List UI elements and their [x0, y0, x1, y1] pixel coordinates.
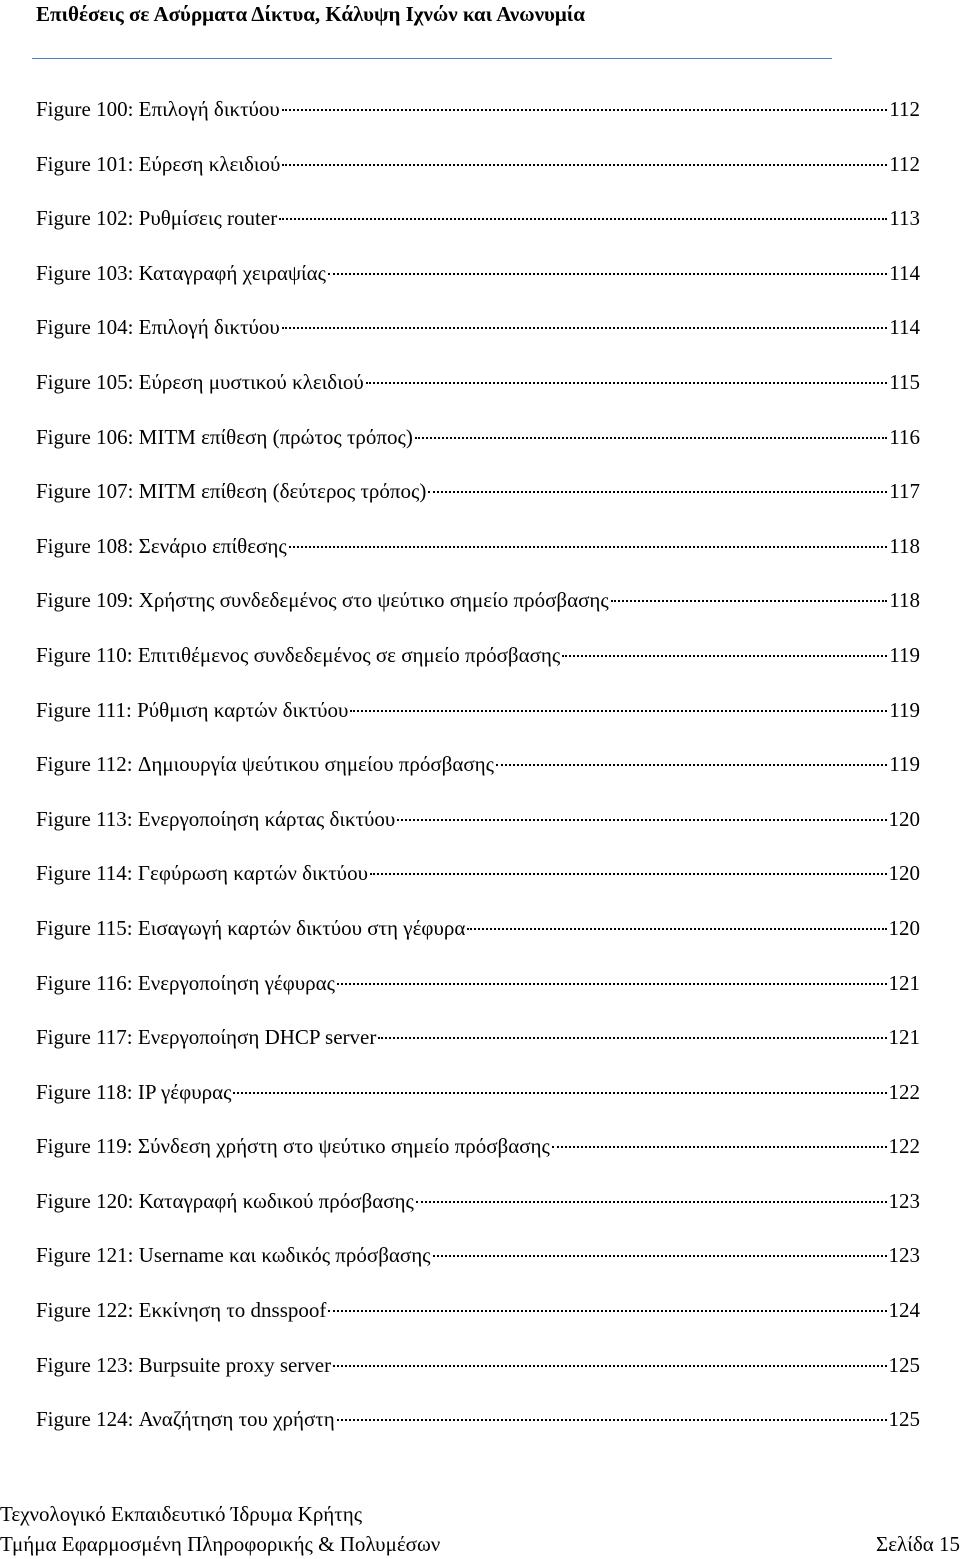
toc-entry[interactable] — [36, 1283, 920, 1338]
toc-entry[interactable] — [36, 1338, 920, 1393]
toc-dot-leader — [282, 109, 887, 111]
toc-entry-page: 122 — [888, 1079, 920, 1104]
toc-entry[interactable] — [36, 1392, 920, 1447]
toc-entry-label: Figure 112: Δημιουργία ψεύτικου σημείου πρόσβασης — [36, 752, 494, 777]
page-header-title: Επιθέσεις σε Ασύρματα Δίκτυα, Κάλυψη Ιχνών και Ανωνυμία — [36, 2, 586, 26]
toc-entry[interactable] — [36, 137, 920, 192]
toc-entry[interactable] — [36, 1174, 920, 1229]
toc-dot-leader — [337, 983, 887, 985]
toc-dot-leader — [233, 1092, 886, 1094]
toc-entry-label: Figure 121: Username και κωδικός πρόσβασης — [36, 1243, 431, 1268]
toc-entry[interactable] — [36, 737, 920, 792]
toc-entry-label: Figure 118: IP γέφυρας — [36, 1079, 232, 1104]
toc-entry-page: 124 — [888, 1298, 920, 1323]
toc-dot-leader — [415, 437, 887, 439]
footer-page-number: Σελίδα 15 — [875, 1532, 960, 1556]
toc-entry[interactable] — [36, 956, 920, 1011]
toc-dot-leader — [328, 273, 887, 275]
toc-dot-leader — [328, 1310, 886, 1312]
toc-entry[interactable] — [36, 1228, 920, 1283]
toc-entry-label: Figure 100: Επιλογή δικτύου — [36, 97, 280, 121]
toc-entry-label: Figure 120: Καταγραφή κωδικού πρόσβασης — [36, 1188, 414, 1213]
toc-entry-page: 121 — [888, 970, 920, 995]
toc-entry[interactable] — [36, 846, 920, 901]
toc-entry-page: 122 — [888, 1134, 920, 1159]
toc-entry-page: 125 — [888, 1352, 920, 1377]
toc-entry-page: 121 — [888, 1025, 920, 1050]
toc-entry-label: Figure 119: Σύνδεση χρήστη στο ψεύτικο σημείο πρόσβασης — [36, 1134, 550, 1159]
toc-entry-label: Figure 107: MITM επίθεση (δεύτερος τρόπος) — [36, 479, 427, 504]
toc-dot-leader — [397, 819, 886, 821]
toc-dot-leader — [433, 1255, 887, 1257]
toc-entry-page: 113 — [889, 206, 920, 231]
toc-entry-page: 119 — [889, 752, 920, 777]
toc-dot-leader — [370, 873, 887, 875]
toc-dot-leader — [337, 1419, 887, 1421]
toc-entry-page: 116 — [889, 424, 920, 449]
table-of-figures — [36, 82, 920, 1447]
toc-entry-label: Figure 111: Ρύθμιση καρτών δικτύου — [36, 697, 349, 722]
toc-dot-leader — [366, 382, 888, 384]
toc-dot-leader — [496, 764, 887, 766]
toc-entry[interactable] — [36, 519, 920, 574]
toc-entry[interactable] — [36, 901, 920, 956]
toc-entry-label: Figure 106: MITM επίθεση (πρώτος τρόπος) — [36, 424, 413, 449]
toc-dot-leader — [350, 710, 887, 712]
toc-entry-label: Figure 102: Ρυθμίσεις router — [36, 206, 278, 231]
toc-entry-page: 125 — [888, 1407, 920, 1432]
toc-entry-label: Figure 105: Εύρεση μυστικού κλειδιού — [36, 369, 364, 394]
toc-entry[interactable] — [36, 410, 920, 465]
toc-entry-page: 123 — [888, 1188, 920, 1213]
toc-dot-leader — [333, 1365, 886, 1367]
toc-entry[interactable] — [36, 355, 920, 410]
toc-entry[interactable] — [36, 191, 920, 246]
toc-entry-label: Figure 101: Εύρεση κλειδιού — [36, 151, 281, 176]
toc-entry[interactable] — [36, 300, 920, 355]
toc-entry[interactable] — [36, 573, 920, 628]
toc-dot-leader — [562, 655, 887, 657]
toc-entry-label: Figure 117: Ενεργοποίηση DHCP server — [36, 1025, 377, 1050]
toc-entry-label: Figure 113: Ενεργοποίηση κάρτας δικτύου — [36, 806, 396, 831]
toc-entry[interactable] — [36, 628, 920, 683]
toc-entry-page: 119 — [889, 697, 920, 722]
toc-dot-leader — [467, 928, 886, 930]
toc-entry[interactable] — [36, 1010, 920, 1065]
toc-dot-leader — [416, 1201, 887, 1203]
toc-entry-label: Figure 108: Σενάριο επίθεσης — [36, 533, 287, 558]
footer-department: Τμήμα Εφαρμοσμένη Πληροφορικής & Πολυμέσων — [0, 1532, 441, 1556]
toc-dot-leader — [282, 164, 887, 166]
toc-entry-page: 118 — [889, 588, 920, 613]
toc-entry[interactable] — [36, 1119, 920, 1174]
toc-entry-page: 120 — [888, 915, 920, 940]
toc-entry-page: 119 — [889, 642, 920, 667]
toc-entry-label: Figure 103: Καταγραφή χειραψίας — [36, 260, 326, 285]
toc-entry-label: Figure 104: Επιλογή δικτύου — [36, 315, 280, 340]
toc-entry-page: 115 — [889, 369, 920, 394]
toc-entry-label: Figure 115: Εισαγωγή καρτών δικτύου στη γέφυρα — [36, 915, 466, 940]
toc-dot-leader — [428, 491, 887, 493]
toc-dot-leader — [611, 600, 888, 602]
toc-dot-leader — [378, 1037, 886, 1039]
toc-entry-label: Figure 123: Burpsuite proxy server — [36, 1352, 332, 1377]
toc-entry-page: 120 — [888, 861, 920, 886]
footer-bar — [0, 1532, 960, 1557]
toc-dot-leader — [282, 327, 887, 329]
toc-entry-page: 117 — [889, 479, 920, 504]
toc-entry-label: Figure 122: Εκκίνηση το dnsspoof — [36, 1298, 327, 1323]
toc-entry-label: Figure 110: Επιτιθέμενος συνδεδεμένος σε σημείο πρόσβασης — [36, 642, 561, 667]
footer-institution: Τεχνολογικό Εκπαιδευτικό Ίδρυμα Κρήτης — [0, 1502, 363, 1526]
toc-entry-label: Figure 114: Γεφύρωση καρτών δικτύου — [36, 861, 368, 886]
toc-entry[interactable] — [36, 464, 920, 519]
toc-entry[interactable] — [36, 82, 920, 137]
toc-dot-leader — [289, 546, 888, 548]
toc-entry[interactable] — [36, 246, 920, 301]
toc-entry-page: 118 — [889, 533, 920, 558]
toc-entry[interactable] — [36, 792, 920, 847]
toc-dot-leader — [279, 218, 887, 220]
toc-entry-page: 114 — [889, 315, 920, 340]
toc-entry-label: Figure 116: Ενεργοποίηση γέφυρας — [36, 970, 335, 995]
toc-entry-page: 112 — [889, 151, 920, 176]
header-divider — [32, 58, 832, 59]
toc-entry[interactable] — [36, 683, 920, 738]
toc-entry-label: Figure 109: Χρήστης συνδεδεμένος στο ψεύτικο σημείο πρόσβασης — [36, 588, 609, 613]
toc-entry-label: Figure 124: Αναζήτηση του χρήστη — [36, 1407, 335, 1432]
toc-entry[interactable] — [36, 1065, 920, 1120]
toc-dot-leader — [552, 1146, 887, 1148]
toc-entry-page: 112 — [889, 97, 920, 121]
toc-entry-page: 123 — [888, 1243, 920, 1268]
toc-entry-page: 120 — [888, 806, 920, 831]
toc-entry-page: 114 — [889, 260, 920, 285]
